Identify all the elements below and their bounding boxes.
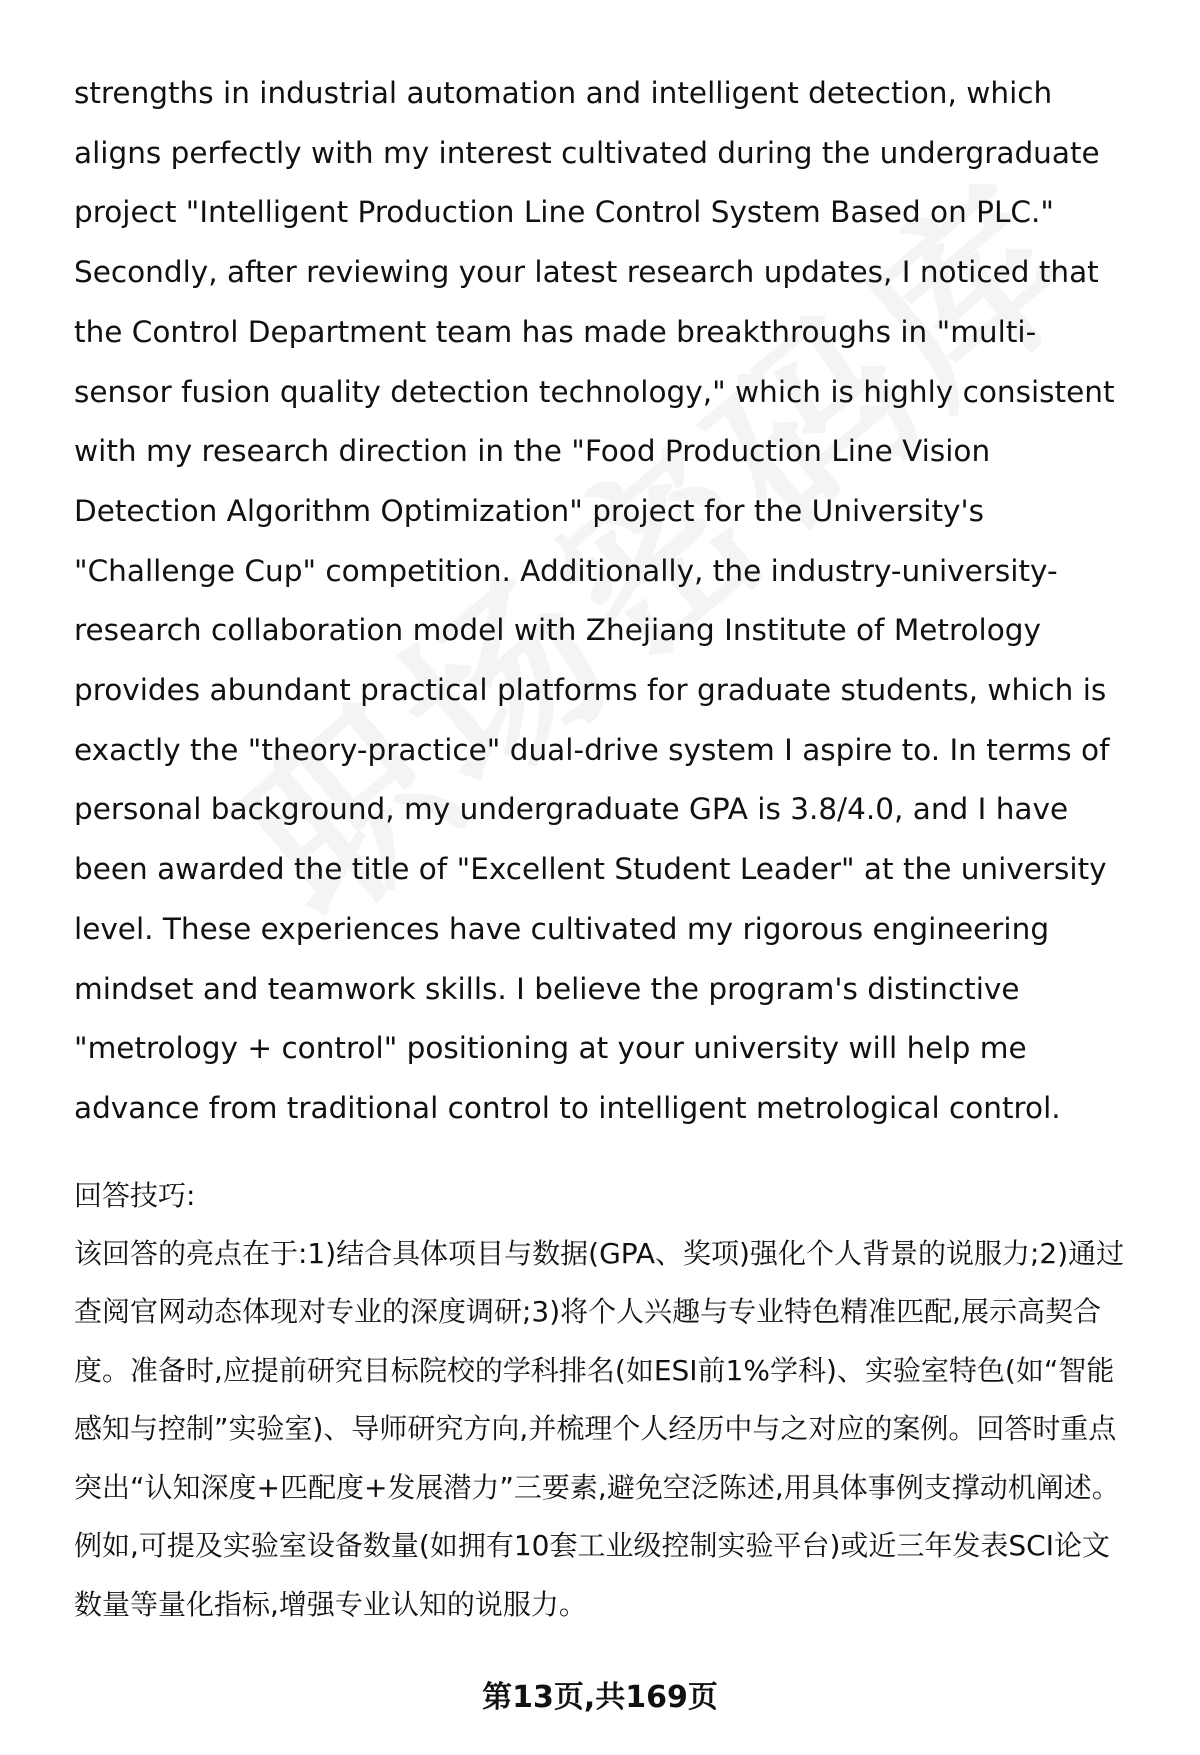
- answer-paragraph: strengths in industrial automation and intelligent detection, which aligns perfectly with my interest cultivated during the undergraduate project "Intelligent Production Line Control System Based on PLC." Secondly, after reviewing your latest research updates, I noticed that the Control Department team has made breakthroughs in "multi-sensor fusion quality detection technology," which is highly consistent with my research direction in the "Food Production Line Vision Detection Algorithm Optimization" project for the University's "Challenge Cup" competition. Additionally, the industry-university-research collaboration model with Zhejiang Institute of Metrology provides abundant practical platforms for graduate students, which is exactly the "theory-practice" dual-drive system I aspire to. In terms of personal background, my undergraduate GPA is 3.8/4.0, and I have been awarded the title of "Excellent Student Leader" at the university level. These experiences have cultivated my rigorous engineering mindset and teamwork skills. I believe the program's distinctive "metrology + control" positioning at your university will help me advance from traditional control to intelligent metrological control.: [74, 76, 1115, 1125]
- tips-paragraph: 该回答的亮点在于:1)结合具体项目与数据(GPA、奖项)强化个人背景的说服力;2)通过查阅官网动态体现对专业的深度调研;3)将个人兴趣与专业特色精准匹配,展示高契合度。准备时,应提前研究目标院校的学科排名(如ESI前1%学科)、实验室特色(如“智能感知与控制”实验室)、导师研究方向,并梳理个人经历中与之对应的案例。回答时重点突出“认知深度+匹配度+发展潜力”三要素,避免空泛陈述,用具体事例支撑动机阐述。例如,可提及实验室设备数量(如拥有10套工业级控制实验平台)或近三年发表SCI论文数量等量化指标,增强专业认知的说服力。: [74, 1236, 1125, 1621]
- tips-heading: 回答技巧:: [74, 1178, 196, 1212]
- page-number: 第13页,共169页: [482, 1680, 718, 1715]
